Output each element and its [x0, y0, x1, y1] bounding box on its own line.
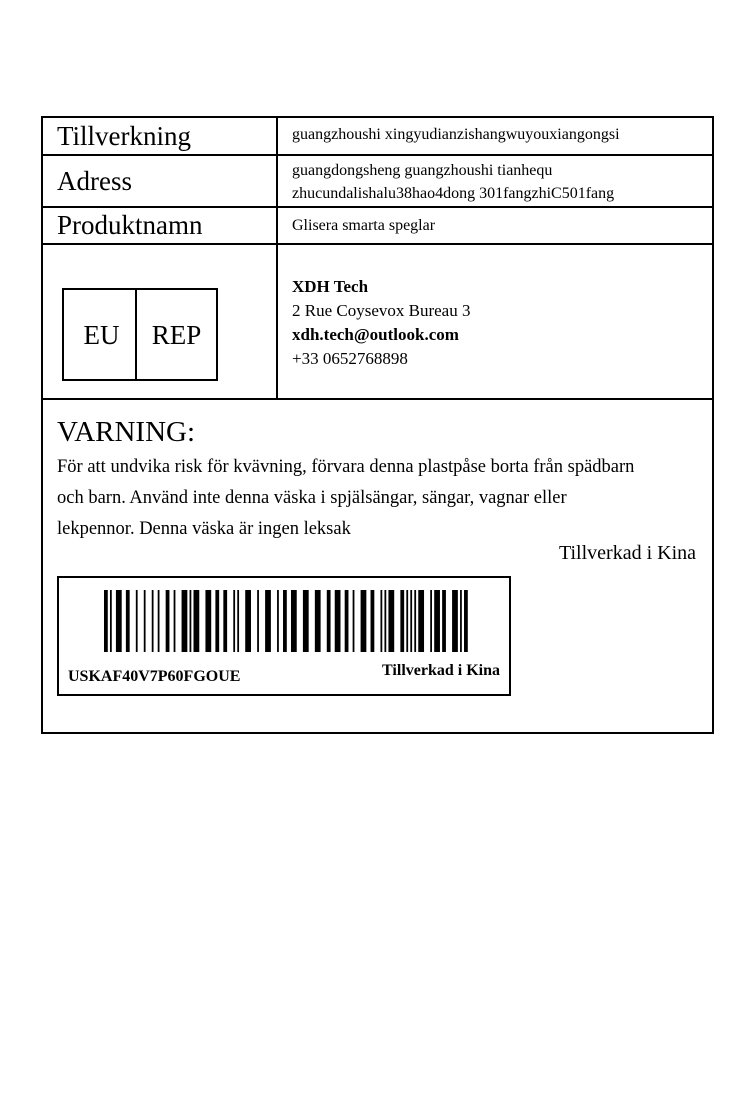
- barcode-bar: [158, 590, 160, 652]
- product-name-value: Glisera smarta speglar: [292, 217, 436, 234]
- barcode-bar: [464, 590, 468, 652]
- address-value-line2: zhucundalishalu38hao4dong 301fangzhiC501fang: [292, 185, 615, 202]
- barcode-bar: [388, 590, 394, 652]
- eu-rep-symbol: [62, 288, 218, 381]
- barcode-bars: [104, 590, 468, 652]
- barcode-bar: [110, 590, 112, 652]
- barcode-bar: [384, 590, 386, 652]
- row-divider: [43, 206, 712, 208]
- barcode-bar: [430, 590, 432, 652]
- barcode-bar: [126, 590, 130, 652]
- barcode-bar: [194, 590, 200, 652]
- barcode-bar: [237, 590, 239, 652]
- barcode-bar: [215, 590, 219, 652]
- barcode-box: [57, 576, 511, 696]
- barcode-bar: [353, 590, 355, 652]
- barcode-bar: [303, 590, 309, 652]
- barcode-bar: [380, 590, 382, 652]
- barcode-bar: [406, 590, 408, 652]
- eu-rep-rep-text: REP: [151, 319, 202, 350]
- barcode-bar: [152, 590, 154, 652]
- barcode-origin: Tillverkad i Kina: [382, 662, 500, 679]
- product-label: [41, 116, 714, 734]
- address-value-line1: guangdongsheng guangzhoushi tianhequ: [292, 162, 553, 179]
- barcode-bar: [277, 590, 279, 652]
- row-divider: [43, 154, 712, 156]
- warning-text: [57, 452, 697, 545]
- barcode-bar: [166, 590, 170, 652]
- barcode-bar: [335, 590, 341, 652]
- barcode-bar: [144, 590, 146, 652]
- barcode-code: USKAF40V7P60FGOUE: [68, 668, 241, 685]
- warning-line: och barn. Använd inte denna väska i spjälsängar, sängar, vagnar eller: [57, 488, 567, 508]
- warning-title: VARNING:: [57, 416, 196, 448]
- warning-line: lekpennor. Denna väska är ingen leksak: [57, 519, 351, 539]
- eu-rep-info: [292, 275, 470, 371]
- barcode-bar: [257, 590, 259, 652]
- barcode-bar: [434, 590, 440, 652]
- barcode-bar: [452, 590, 458, 652]
- barcode-bar: [327, 590, 331, 652]
- row-divider: [43, 398, 712, 400]
- row-divider: [43, 243, 712, 245]
- product-name-label: Produktnamn: [57, 210, 203, 240]
- barcode-bar: [174, 590, 176, 652]
- barcode-bar: [410, 590, 412, 652]
- barcode-bar: [418, 590, 424, 652]
- country-of-origin: Tillverkad i Kina: [558, 542, 696, 564]
- barcode-bar: [104, 590, 108, 652]
- barcode-bar: [190, 590, 192, 652]
- barcode-bar: [233, 590, 235, 652]
- barcode-bar: [361, 590, 367, 652]
- barcode-bar: [223, 590, 227, 652]
- eu-rep-company: XDH Tech: [292, 277, 369, 296]
- barcode-bar: [442, 590, 446, 652]
- barcode-bar: [400, 590, 404, 652]
- eu-rep-address: 2 Rue Coysevox Bureau 3: [292, 301, 471, 320]
- barcode-bar: [460, 590, 462, 652]
- barcode-bar: [116, 590, 122, 652]
- barcode-bar: [414, 590, 416, 652]
- eu-rep-phone: +33 0652768898: [292, 349, 408, 368]
- eu-rep-email: xdh.tech@outlook.com: [292, 325, 459, 344]
- address-label: Adress: [57, 166, 132, 196]
- barcode-bar: [265, 590, 271, 652]
- eu-rep-eu-text: EU: [64, 290, 137, 379]
- column-divider: [276, 118, 278, 400]
- barcode-bar: [371, 590, 375, 652]
- barcode-bar: [291, 590, 297, 652]
- barcode-bar: [136, 590, 138, 652]
- barcode-bar: [283, 590, 287, 652]
- manufacturer-value: guangzhoushi xingyudianzishangwuyouxiangongsi: [292, 126, 620, 143]
- barcode-bar: [182, 590, 188, 652]
- warning-line: För att undvika risk för kvävning, förvara denna plastpåse borta från spädbarn: [57, 457, 635, 477]
- barcode-bar: [245, 590, 251, 652]
- barcode-bar: [345, 590, 349, 652]
- barcode-bar: [205, 590, 211, 652]
- manufacturer-label: Tillverkning: [57, 121, 192, 151]
- barcode-bar: [315, 590, 321, 652]
